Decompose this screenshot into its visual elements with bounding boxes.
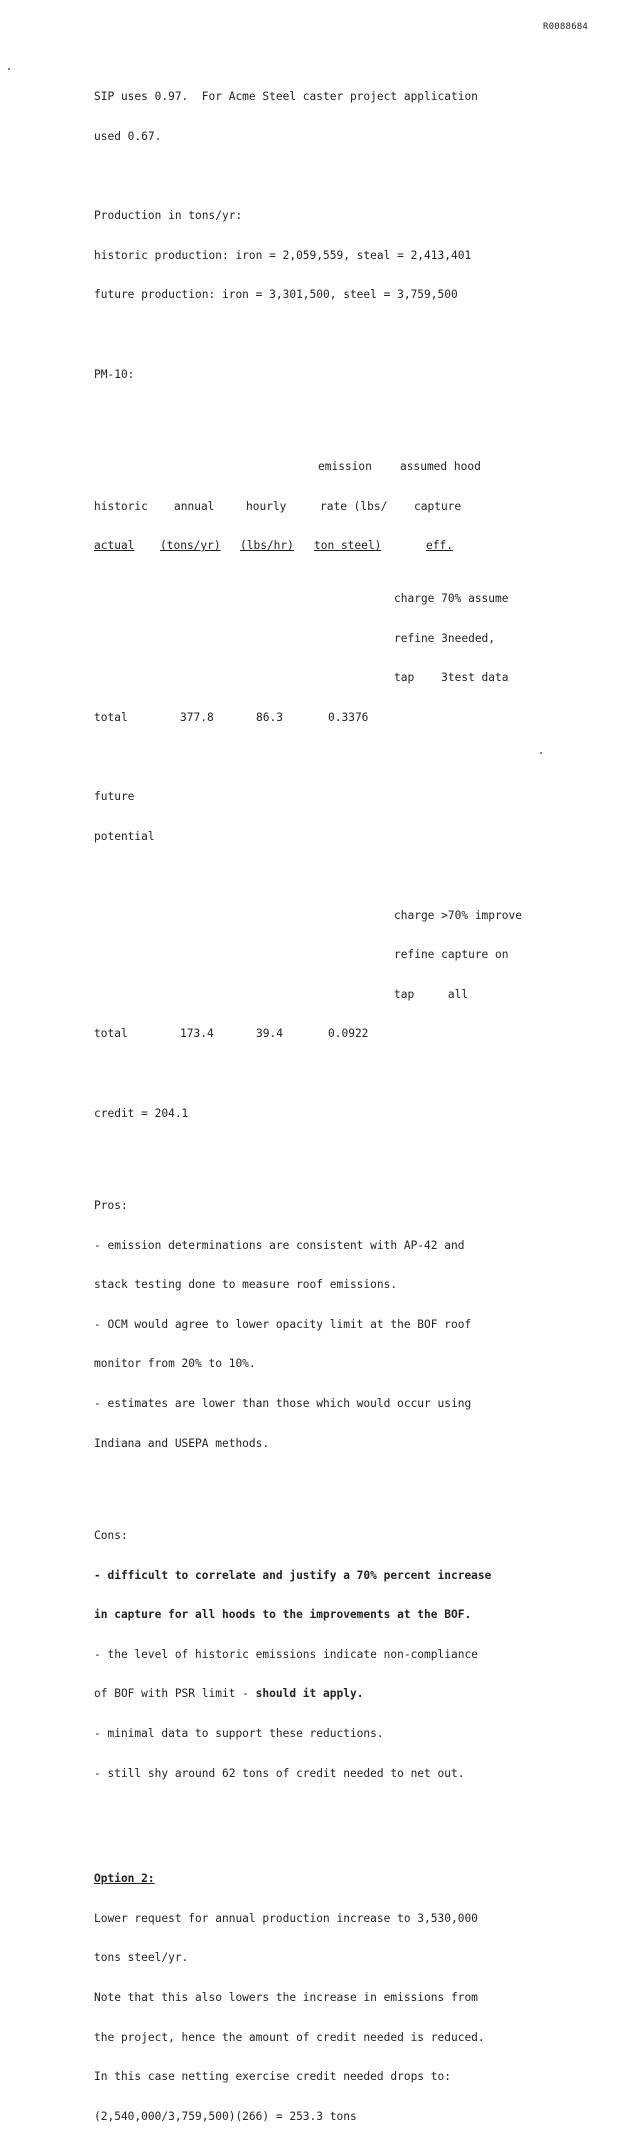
note-row	[94, 632, 594, 645]
option2-heading: Option 2:	[94, 1872, 155, 1886]
option2-line: In this case netting exercise credit needed drops to:	[94, 2070, 451, 2084]
historic-total-row	[94, 711, 594, 724]
pm-heading: PM-10:	[94, 367, 135, 381]
header-hourly: hourly	[246, 499, 287, 513]
cons-line-plain: of BOF with PSR limit -	[94, 1687, 256, 1701]
cons-line-bold: should it apply.	[255, 1687, 364, 1701]
header-eff: eff.	[426, 539, 453, 553]
table-header-row	[94, 460, 594, 473]
total-label: total	[94, 1027, 128, 1041]
future-label: potential	[94, 829, 155, 843]
pros-line: stack testing done to measure roof emissions.	[94, 1278, 398, 1292]
pros-line: monitor from 20% to 10%.	[94, 1357, 256, 1371]
header-hood: assumed hood	[400, 459, 481, 473]
header-annual: annual	[174, 499, 215, 513]
header-actual: actual	[94, 539, 135, 553]
option2-line: Note that this also lowers the increase in emissions from	[94, 1990, 478, 2004]
document-body	[94, 64, 594, 2149]
note-row	[94, 948, 594, 961]
cons-line: - still shy around 62 tons of credit needed to net out.	[94, 1766, 465, 1780]
historic-note: charge 70% assume	[394, 591, 509, 605]
header-rate: rate (lbs/	[320, 499, 388, 513]
production-heading: Production in tons/yr:	[94, 209, 243, 223]
future-production: future production: iron = 3,301,500, steel = 3,759,500	[94, 288, 458, 302]
intro-line: used 0.67.	[94, 130, 162, 143]
document-id: R0088684	[543, 22, 588, 32]
total-rate: 0.0922	[328, 1027, 369, 1041]
note-row	[94, 592, 594, 605]
cons-line: in capture for all hoods to the improvements at the BOF.	[94, 1608, 472, 1622]
future-note: tap all	[394, 987, 469, 1001]
total-annual: 173.4	[180, 1027, 214, 1041]
note-row	[94, 988, 594, 1001]
cons-heading: Cons:	[94, 1529, 128, 1542]
pros-line: Indiana and USEPA methods.	[94, 1436, 270, 1450]
option2-line: the project, hence the amount of credit needed is reduced.	[94, 2030, 485, 2044]
option2-line: (2,540,000/3,759,500)(266) = 253.3 tons	[94, 2109, 357, 2123]
cons-line	[94, 1687, 594, 1700]
pros-heading: Pros:	[94, 1199, 128, 1213]
pros-line: - OCM would agree to lower opacity limit at the BOF roof	[94, 1317, 472, 1331]
option2-line: Lower request for annual production increase to 3,530,000	[94, 1911, 478, 1925]
pros-line: - estimates are lower than those which would occur using	[94, 1397, 472, 1411]
historic-production: historic production: iron = 2,059,559, steal = 2,413,401	[94, 248, 472, 262]
pros-line: - emission determinations are consistent with AP-42 and	[94, 1238, 465, 1252]
future-note: charge >70% improve	[394, 908, 522, 922]
future-total-row	[94, 1027, 594, 1040]
header-historic: historic	[94, 499, 148, 513]
total-label: total	[94, 710, 128, 724]
intro-line: SIP uses 0.97. For Acme Steel caster project application	[94, 90, 478, 104]
total-rate: 0.3376	[328, 710, 369, 724]
cons-line: - the level of historic emissions indicate non-compliance	[94, 1647, 478, 1661]
table-header-row	[94, 500, 594, 513]
credit-line: credit = 204.1	[94, 1106, 189, 1120]
cons-line: - difficult to correlate and justify a 70% percent increase	[94, 1568, 492, 1582]
header-capture: capture	[414, 499, 462, 513]
scan-speck	[8, 68, 10, 70]
option2-line: tons steel/yr.	[94, 1951, 189, 1965]
total-annual: 377.8	[180, 710, 214, 724]
historic-note: tap 3test data	[394, 671, 509, 685]
header-lbs-hr: (lbs/hr)	[240, 539, 294, 553]
header-ton-steel: ton steel)	[314, 539, 382, 553]
historic-note: refine 3needed,	[394, 631, 496, 645]
table-header-row	[94, 539, 594, 552]
total-hourly: 86.3	[256, 710, 283, 724]
cons-line: - minimal data to support these reductions.	[94, 1726, 384, 1740]
note-row	[94, 909, 594, 922]
note-row	[94, 671, 594, 684]
header-rate: emission	[318, 459, 372, 473]
future-label: future	[94, 789, 135, 803]
header-tons-yr: (tons/yr)	[160, 539, 221, 553]
future-note: refine capture on	[394, 948, 509, 962]
total-hourly: 39.4	[256, 1027, 283, 1041]
